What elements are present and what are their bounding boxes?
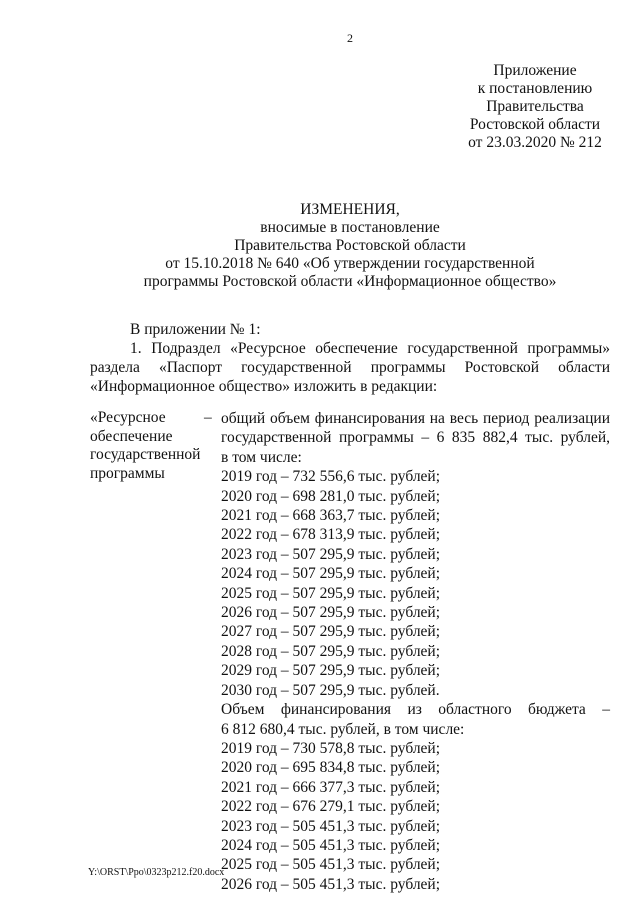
financing-line: 2023 год – 507 295,9 тыс. рублей; (221, 545, 441, 563)
annex-line: к постановлению (477, 80, 593, 97)
section-label-line: обеспечение (90, 427, 173, 445)
financing-line: 2019 год – 730 578,8 тыс. рублей; (221, 739, 441, 757)
financing-line: 2019 год – 732 556,6 тыс. рублей; (221, 468, 441, 486)
financing-list (221, 409, 610, 894)
financing-line: 2029 год – 507 295,9 тыс. рублей; (221, 662, 441, 680)
financing-line: 2020 год – 698 281,0 тыс. рублей; (221, 487, 441, 505)
amendment-paragraph (90, 339, 610, 396)
financing-line: 2021 год – 668 363,7 тыс. рублей; (221, 507, 441, 525)
financing-line: 2024 год – 507 295,9 тыс. рублей; (221, 565, 441, 583)
section-label-line: «Ресурсное (90, 409, 166, 426)
intro-line: В приложении № 1: (130, 321, 261, 338)
paragraph-line: раздела «Паспорт государственной программы Ростовской области (90, 359, 610, 376)
annex-line: Ростовской области (469, 116, 601, 133)
section-dash: – (204, 409, 212, 426)
title-line: от 15.10.2018 № 640 «Об утверждении государственной (165, 255, 535, 272)
financing-line: 2026 год – 507 295,9 тыс. рублей; (221, 604, 441, 622)
title-line: вносимые в постановление (260, 219, 440, 236)
document-title (0, 201, 640, 291)
title-heading: ИЗМЕНЕНИЯ, (300, 201, 400, 218)
financing-line: 2027 год – 507 295,9 тыс. рублей; (221, 623, 441, 641)
financing-line: 2022 год – 676 279,1 тыс. рублей; (221, 798, 441, 816)
title-line: Правительства Ростовской области (234, 237, 466, 254)
financing-line: 2025 год – 505 451,3 тыс. рублей; (221, 856, 441, 874)
paragraph-line: «Информационное общество» изложить в редакции: (90, 378, 438, 395)
financing-line: 2024 год – 505 451,3 тыс. рублей; (221, 836, 441, 854)
page-number: 2 (347, 31, 353, 45)
financing-line: 2023 год – 505 451,3 тыс. рублей; (221, 817, 441, 835)
section-label-line: программы (90, 464, 165, 482)
financing-line: 2021 год – 666 377,3 тыс. рублей; (221, 778, 441, 796)
financing-line: Объем финансирования из областного бюджета – (221, 701, 610, 719)
financing-line: 2022 год – 678 313,9 тыс. рублей; (221, 526, 441, 544)
financing-line: 2030 год – 507 295,9 тыс. рублей. (221, 681, 440, 699)
footer-file-path: Y:\ORST\Ppo\0323p212.f20.docx (88, 867, 225, 878)
financing-line: 2028 год – 507 295,9 тыс. рублей; (221, 642, 441, 660)
financing-line: государственной программы – 6 835 882,4 тыс. рублей, (221, 429, 610, 447)
financing-line: 2025 год – 507 295,9 тыс. рублей; (221, 584, 441, 602)
annex-line: от 23.03.2020 № 212 (468, 134, 602, 151)
section-label-line: государственной (90, 446, 201, 463)
financing-line: 6 812 680,4 тыс. рублей, в том числе: (221, 720, 465, 738)
annex-line: Правительства (486, 98, 584, 115)
section-label (90, 409, 202, 483)
financing-line: общий объем финансирования на весь период реализации (221, 410, 610, 427)
financing-line: в том числе: (221, 448, 302, 466)
paragraph-line: 1. Подраздел «Ресурсное обеспечение государственной программы» (130, 340, 610, 357)
financing-line: 2020 год – 695 834,8 тыс. рублей; (221, 759, 441, 777)
financing-line: 2026 год – 505 451,3 тыс. рублей; (221, 875, 441, 893)
title-line: программы Ростовской области «Информационное общество» (143, 273, 557, 290)
annex-line: Приложение (493, 62, 577, 79)
annex-block (420, 62, 640, 152)
